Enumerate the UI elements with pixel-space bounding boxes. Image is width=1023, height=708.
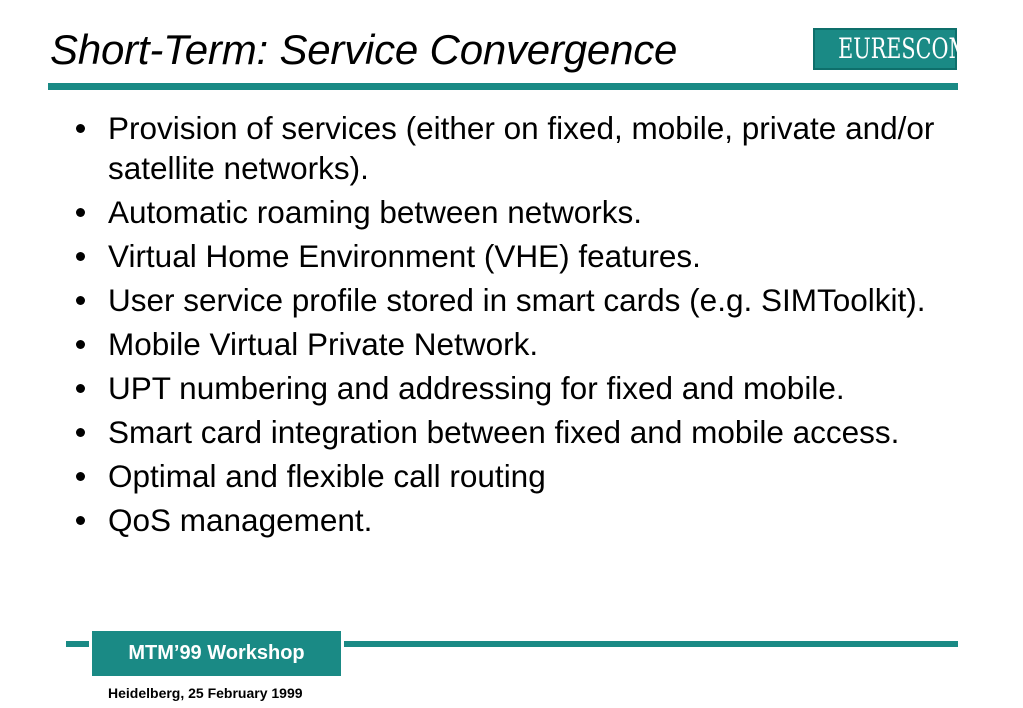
logo-text: EURESCOM [838, 32, 970, 65]
bullet-item [74, 324, 974, 364]
title-divider [48, 83, 958, 90]
bullet-text: Provision of services (either on fixed, mobile, private and/or satellite networks). [108, 110, 935, 186]
bullet-text: UPT numbering and addressing for fixed and mobile. [108, 370, 845, 406]
bullet-item [74, 456, 974, 496]
bullet-text: Automatic roaming between networks. [108, 194, 643, 230]
bullet-item [74, 236, 974, 276]
bullet-text: Virtual Home Environment (VHE) features. [108, 238, 701, 274]
bullet-text: User service profile stored in smart cards (e.g. SIMToolkit). [108, 282, 926, 318]
eurescom-logo [813, 28, 970, 70]
bullet-icon [76, 124, 85, 133]
footer-date: Heidelberg, 25 February 1999 [108, 685, 303, 701]
bullet-item [74, 280, 974, 320]
bullet-text: Optimal and flexible call routing [108, 458, 546, 494]
bullet-icon [76, 208, 85, 217]
bullet-item [74, 368, 974, 408]
bullet-icon [76, 340, 85, 349]
slide-title: Short-Term: Service Convergence [50, 26, 678, 73]
bullet-text: Smart card integration between fixed and mobile access. [108, 414, 900, 450]
bullet-icon [76, 296, 85, 305]
bullet-text: Mobile Virtual Private Network. [108, 326, 539, 362]
bullet-item [74, 108, 974, 188]
workshop-label: MTM’99 Workshop [89, 631, 344, 676]
bullet-item [74, 192, 974, 232]
bullet-icon [76, 516, 85, 525]
bullet-list [74, 108, 974, 544]
bullet-item [74, 500, 974, 540]
bullet-icon [76, 252, 85, 261]
bullet-icon [76, 428, 85, 437]
bullet-text: QoS management. [108, 502, 373, 538]
bullet-item [74, 412, 974, 452]
bullet-icon [76, 472, 85, 481]
bullet-icon [76, 384, 85, 393]
